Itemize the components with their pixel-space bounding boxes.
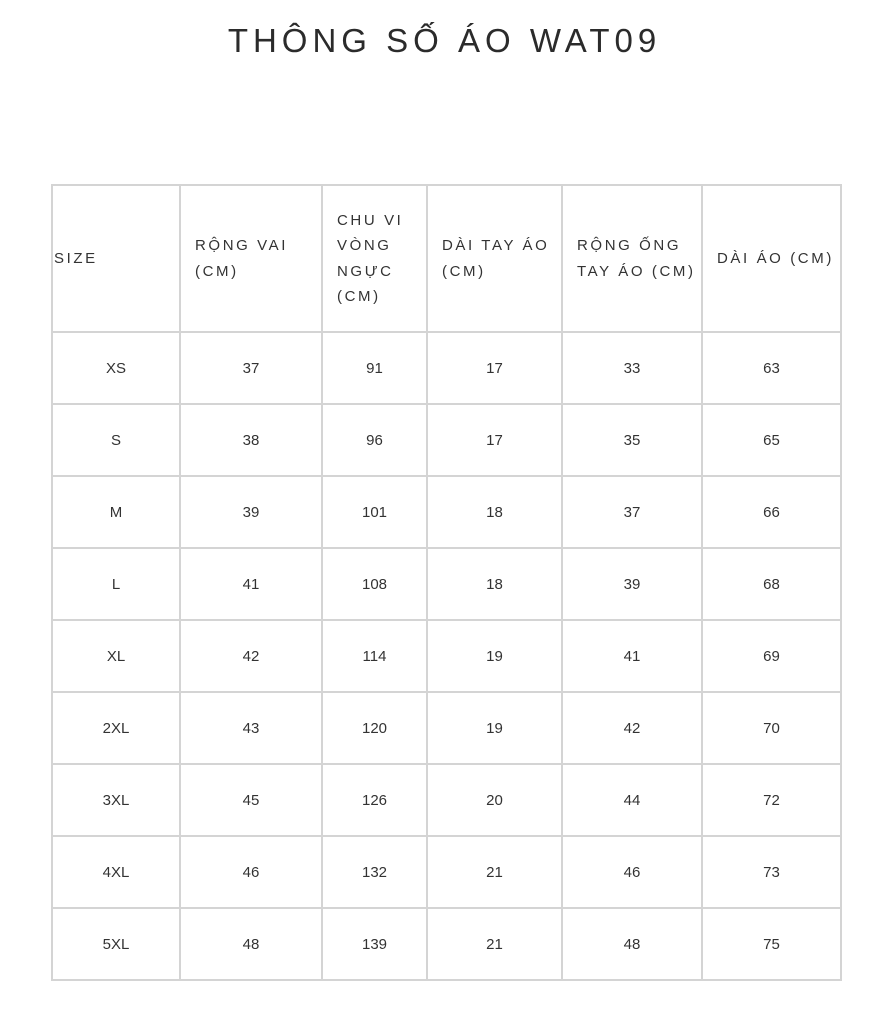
cell-shoulder-width: 42 xyxy=(180,620,322,692)
cell-sleeve-width: 42 xyxy=(562,692,702,764)
cell-sleeve-width: 46 xyxy=(562,836,702,908)
table-row xyxy=(52,836,841,908)
cell-size: XS xyxy=(52,332,180,404)
cell-shoulder-width: 46 xyxy=(180,836,322,908)
cell-sleeve-length: 19 xyxy=(427,692,562,764)
cell-chest-circumference: 108 xyxy=(322,548,427,620)
cell-shirt-length: 68 xyxy=(702,548,841,620)
cell-shoulder-width: 38 xyxy=(180,404,322,476)
cell-chest-circumference: 114 xyxy=(322,620,427,692)
table-body xyxy=(52,332,841,980)
cell-size: XL xyxy=(52,620,180,692)
cell-shirt-length: 65 xyxy=(702,404,841,476)
cell-sleeve-length: 20 xyxy=(427,764,562,836)
cell-sleeve-width: 44 xyxy=(562,764,702,836)
cell-shirt-length: 72 xyxy=(702,764,841,836)
cell-chest-circumference: 139 xyxy=(322,908,427,980)
cell-chest-circumference: 120 xyxy=(322,692,427,764)
table-row xyxy=(52,332,841,404)
cell-sleeve-length: 18 xyxy=(427,548,562,620)
cell-shoulder-width: 43 xyxy=(180,692,322,764)
cell-shoulder-width: 37 xyxy=(180,332,322,404)
cell-shirt-length: 75 xyxy=(702,908,841,980)
cell-chest-circumference: 132 xyxy=(322,836,427,908)
cell-shirt-length: 70 xyxy=(702,692,841,764)
cell-shirt-length: 63 xyxy=(702,332,841,404)
cell-chest-circumference: 96 xyxy=(322,404,427,476)
cell-size: S xyxy=(52,404,180,476)
header-shoulder-width: RỘNG VAI (CM) xyxy=(180,185,322,332)
cell-sleeve-length: 21 xyxy=(427,908,562,980)
cell-sleeve-width: 33 xyxy=(562,332,702,404)
table-row xyxy=(52,620,841,692)
header-shirt-length: DÀI ÁO (CM) xyxy=(702,185,841,332)
cell-sleeve-length: 21 xyxy=(427,836,562,908)
cell-size: M xyxy=(52,476,180,548)
table-row xyxy=(52,404,841,476)
table-header-row xyxy=(52,185,841,332)
cell-size: 2XL xyxy=(52,692,180,764)
table-row xyxy=(52,548,841,620)
header-chest-circumference: CHU VI VÒNG NGỰC (CM) xyxy=(322,185,427,332)
cell-sleeve-width: 37 xyxy=(562,476,702,548)
cell-chest-circumference: 101 xyxy=(322,476,427,548)
cell-shirt-length: 66 xyxy=(702,476,841,548)
cell-size: 4XL xyxy=(52,836,180,908)
cell-size: 5XL xyxy=(52,908,180,980)
cell-chest-circumference: 91 xyxy=(322,332,427,404)
table-row xyxy=(52,476,841,548)
header-size: SIZE xyxy=(52,185,180,332)
table-row xyxy=(52,692,841,764)
cell-size: L xyxy=(52,548,180,620)
cell-sleeve-width: 39 xyxy=(562,548,702,620)
cell-sleeve-length: 19 xyxy=(427,620,562,692)
header-sleeve-width: RỘNG ỐNG TAY ÁO (CM) xyxy=(562,185,702,332)
table-row xyxy=(52,908,841,980)
cell-sleeve-width: 41 xyxy=(562,620,702,692)
page-title: THÔNG SỐ ÁO WAT09 xyxy=(227,22,662,59)
size-chart-table xyxy=(51,184,842,981)
cell-shoulder-width: 41 xyxy=(180,548,322,620)
table-row xyxy=(52,764,841,836)
cell-sleeve-width: 48 xyxy=(562,908,702,980)
cell-sleeve-length: 18 xyxy=(427,476,562,548)
cell-shoulder-width: 48 xyxy=(180,908,322,980)
cell-shoulder-width: 39 xyxy=(180,476,322,548)
cell-shirt-length: 69 xyxy=(702,620,841,692)
cell-shirt-length: 73 xyxy=(702,836,841,908)
cell-sleeve-length: 17 xyxy=(427,404,562,476)
cell-sleeve-length: 17 xyxy=(427,332,562,404)
header-sleeve-length: DÀI TAY ÁO (CM) xyxy=(427,185,562,332)
cell-chest-circumference: 126 xyxy=(322,764,427,836)
cell-shoulder-width: 45 xyxy=(180,764,322,836)
cell-size: 3XL xyxy=(52,764,180,836)
cell-sleeve-width: 35 xyxy=(562,404,702,476)
